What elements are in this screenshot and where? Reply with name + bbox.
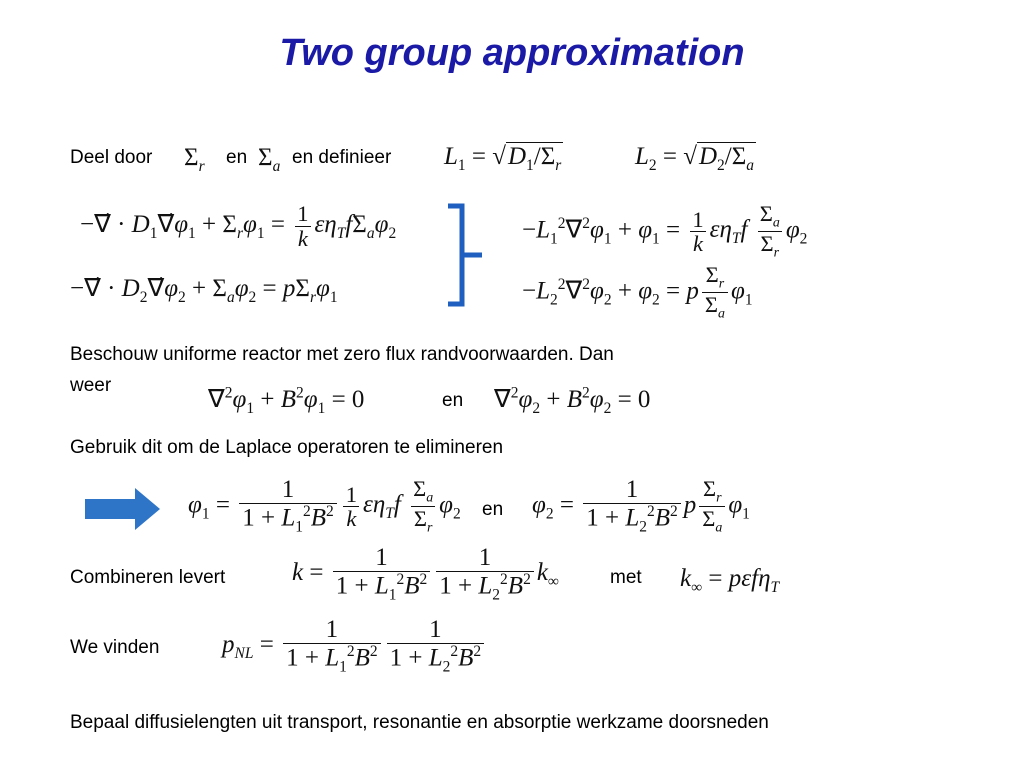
math-pnl-expression: $p_{NL}$ = $\frac{1}{1 + L_1^2B^2}$ $\frac{1}{1 + L_2^2B^2}$ <box>222 617 487 676</box>
math-sigma-a: $\Sigma_a$ <box>258 144 281 175</box>
math-L1-definition: $L_1 = √D_1/\Sigma_r$ <box>444 143 562 174</box>
math-L2-definition: $L_2 = √D_2/\Sigma_a$ <box>635 143 755 174</box>
math-normalized-eq-2: $-L_2^2\nabla^2\varphi_2 + \varphi_2 = p$ $\frac{\Sigma_r}{\Sigma_a}$ $\varphi_1$ <box>522 262 753 322</box>
text-deel-door: Deel door <box>70 147 153 168</box>
text-gebruik: Gebruik dit om de Laplace operatoren te elimineren <box>70 437 504 458</box>
text-en-definieer: en definieer <box>292 147 392 168</box>
math-k-infinity: $k_\infty = p\varepsilon f\eta_T$ <box>680 565 780 596</box>
math-helmholtz-2: $\nabla^2\varphi_2 + B^2\varphi_2 = 0$ <box>494 384 651 417</box>
text-beschouw: Beschouw uniforme reactor met zero flux randvoorwaarden. Dan <box>70 344 614 365</box>
text-en-3: en <box>482 499 504 520</box>
text-met: met <box>610 567 642 588</box>
text-we-vinden: We vinden <box>70 637 160 658</box>
text-weer: weer <box>70 375 112 396</box>
text-bepaal: Bepaal diffusielengten uit transport, resonantie en absorptie werkzame doorsneden <box>70 712 769 733</box>
slide-title: Two group approximation <box>279 32 745 74</box>
math-k-expression: k = $\frac{1}{1 + L_1^2B^2}$ $\frac{1}{1 + L_2^2B^2}$ $k_\infty$ <box>292 544 559 604</box>
text-en-2: en <box>442 390 464 411</box>
math-phi1-expression: $\varphi_1$ = $\frac{1}{1 + L_1^2B^2}$ $\frac{1}{k}$ $\varepsilon\eta_Tf$ $\frac{\Sigma_a}{\Sigma_r}$ $\varphi_2$ <box>188 476 461 536</box>
math-sigma-r: $\Sigma_r$ <box>184 144 205 175</box>
math-normalized-eq-1: $-L_1^2\nabla^2\varphi_1 + \varphi_1$ = $\frac{1}{k}$ $\varepsilon\eta_Tf$ $\frac{\Sigma_a}{\Sigma_r}$ $\varphi_2$ <box>522 201 808 261</box>
right-arrow-icon <box>85 488 161 530</box>
math-diffusion-eq-2: −∇⃗ · $D_2\nabla⃗\varphi_2 + \Sigma_a\varphi_2 = p\Sigma_r\varphi_1$ <box>70 275 338 306</box>
text-combineren: Combineren levert <box>70 567 226 588</box>
math-diffusion-eq-1: −∇⃗ · $D_1\nabla⃗\varphi_1 + \Sigma_r\varphi_1$ = $\frac{1}{k}$ $\varepsilon\eta_Tf\Sigma_a\varphi_2$ <box>80 201 397 251</box>
right-brace-icon <box>440 200 486 310</box>
math-helmholtz-1: $\nabla^2\varphi_1 + B^2\varphi_1 = 0$ <box>208 384 365 417</box>
text-en: en <box>226 147 248 168</box>
math-phi2-expression: $\varphi_2$ = $\frac{1}{1 + L_2^2B^2}$ p $\frac{\Sigma_r}{\Sigma_a}$ $\varphi_1$ <box>532 476 750 536</box>
